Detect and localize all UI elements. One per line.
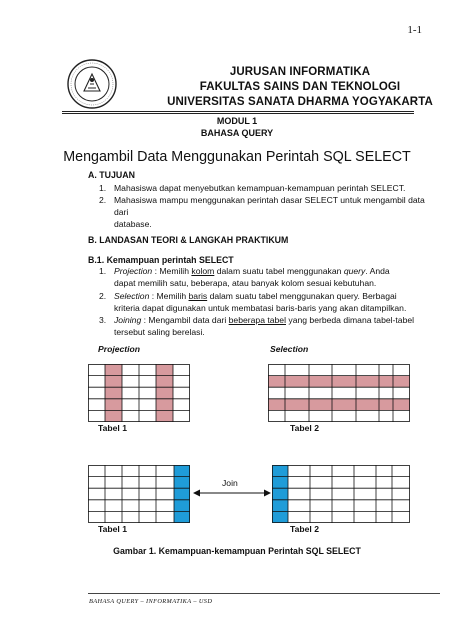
double-arrow-icon (193, 488, 271, 498)
underlined-word: baris (188, 291, 208, 301)
list-text: Mahasiswa mampu menggunakan perintah dasar SELECT untuk mengambil data dari (114, 195, 425, 218)
term-joining: Joining (114, 315, 142, 325)
list-text: dalam suatu tabel menggunakan (216, 266, 342, 276)
list-number: 1. (99, 266, 107, 276)
list-item (99, 290, 432, 314)
list-text: dalam suatu tabel menggunakan query. Berbagai (209, 291, 397, 301)
projection-label: Projection (98, 344, 141, 354)
header-divider-2 (62, 113, 414, 114)
list-item (99, 265, 432, 289)
footer-divider (88, 593, 440, 594)
join-key-column (272, 465, 288, 523)
list-number: 3. (99, 315, 107, 325)
list-text: . Anda (365, 266, 390, 276)
header-divider (62, 111, 414, 112)
university-seal-icon (66, 58, 118, 110)
figure-caption: Gambar 1. Kemampuan-kemampuan Perintah SQL SELECT (113, 546, 361, 556)
list-number: 2. (99, 291, 107, 301)
underlined-word: beberapa tabel (228, 315, 286, 325)
list-number: 1. (99, 183, 107, 193)
table2-label: Tabel 2 (290, 423, 319, 433)
page-footer: BAHASA QUERY – INFORMATIKA – USD (89, 598, 213, 605)
list-text: yang berbeda dimana tabel-tabel (288, 315, 415, 325)
list-item (99, 182, 432, 194)
join-key-column (174, 465, 190, 523)
selection-table (268, 364, 410, 422)
selected-row (268, 399, 410, 411)
table1-label: Tabel 1 (98, 423, 127, 433)
header-faculty: FAKULTAS SAINS DAN TEKNOLOGI (199, 81, 401, 93)
projection-table (88, 364, 190, 422)
join-table-1 (88, 465, 190, 523)
list-text: : Memilih (151, 291, 187, 301)
list-text: dapat memilih satu, beberapa, atau banyak kolom sesuai kebutuhan. (114, 278, 377, 289)
section-tujuan-heading: A. TUJUAN (88, 170, 135, 180)
list-text: database. (114, 219, 152, 230)
page-number: 1-1 (407, 24, 422, 36)
list-text: : Memilih (154, 266, 189, 276)
list-text: kriteria dapat digunakan untuk membatasi baris-baris yang akan ditampilkan. (114, 303, 407, 314)
join-label: Join (222, 478, 238, 488)
list-text: Mahasiswa dapat menyebutkan kemampuan-kemampuan perintah SELECT. (114, 183, 406, 193)
header-department: JURUSAN INFORMATIKA (229, 66, 371, 78)
term-projection: Projection (114, 266, 153, 276)
header-university: UNIVERSITAS SANATA DHARMA YOGYAKARTA (167, 96, 433, 108)
emphasis-word: query (343, 266, 366, 276)
projected-column (105, 364, 122, 422)
section-landasan-heading: B. LANDASAN TEORI & LANGKAH PRAKTIKUM (88, 235, 289, 245)
projected-column (156, 364, 173, 422)
selection-label: Selection (270, 344, 309, 354)
list-number: 2. (99, 195, 107, 205)
list-text: : Mengambil data dari (143, 315, 227, 325)
modul-subject: BAHASA QUERY (200, 128, 274, 138)
underlined-word: kolom (191, 266, 215, 276)
modul-number: MODUL 1 (216, 116, 258, 126)
selected-row (268, 376, 410, 388)
join-table2-label: Tabel 2 (290, 524, 319, 534)
join-table-2 (272, 465, 410, 523)
page-title: Mengambil Data Menggunakan Perintah SQL SELECT (63, 149, 411, 165)
list-item (99, 314, 432, 338)
join-table1-label: Tabel 1 (98, 524, 127, 534)
list-item (99, 194, 432, 231)
term-selection: Selection (114, 291, 150, 301)
list-text: tersebut saling berelasi. (114, 327, 205, 338)
section-b1-heading: B.1. Kemampuan perintah SELECT (88, 255, 234, 265)
